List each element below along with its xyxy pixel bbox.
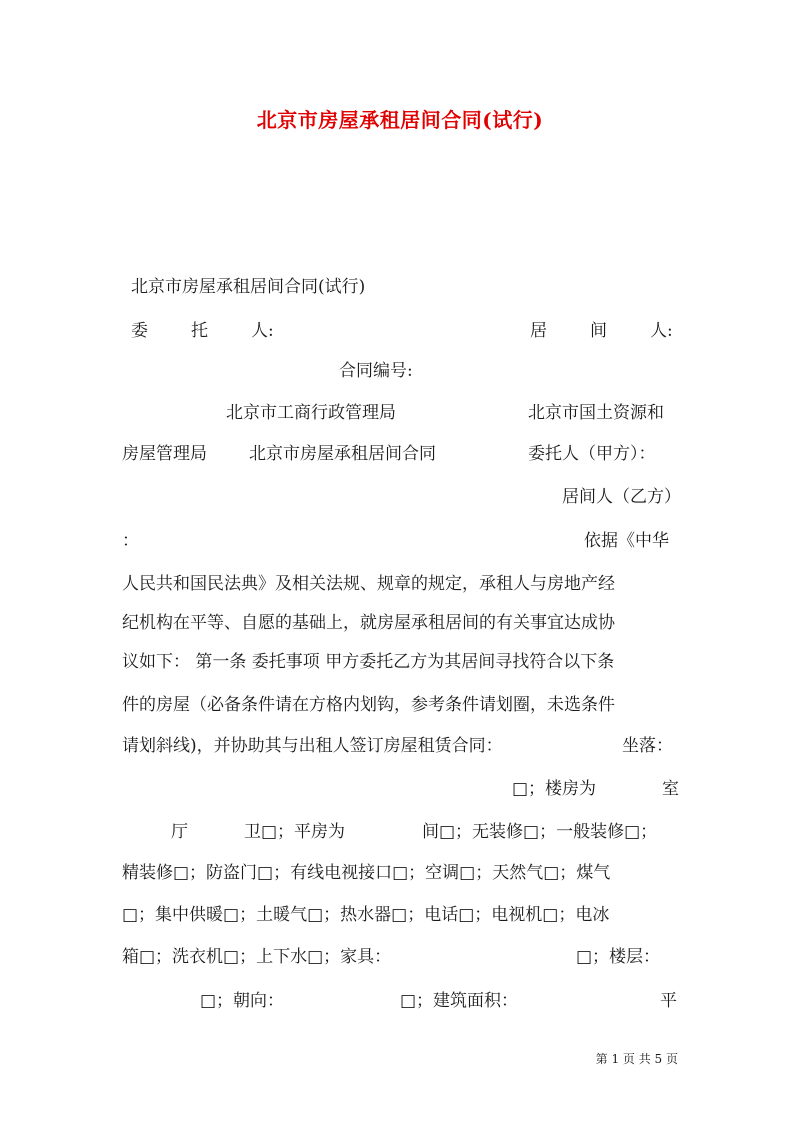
text-line: 托 <box>191 321 208 341</box>
text-line: 请划斜线)，并协助其与出租人签订房屋租赁合同： <box>122 736 503 756</box>
text-line: 纪机构在平等、自愿的基础上，就房屋承租居间的有关事宜达成协 <box>122 613 615 633</box>
text-line: 委 <box>131 321 148 341</box>
document-title: 北京市房屋承租居间合同(试行) <box>256 108 544 132</box>
text-line: 室 <box>662 779 679 799</box>
text-line: 件的房屋（必备条件请在方格内划钩，参考条件请划圈，未选条件 <box>122 695 615 715</box>
text-line: 居间人（乙方） <box>562 487 681 507</box>
text-line: 平 <box>660 991 677 1011</box>
text-line: 坐落： <box>622 736 673 756</box>
text-line: 人: <box>251 321 274 341</box>
text-line: 厅 <box>171 822 188 842</box>
text-line: 间□；无装修□；一般装修□； <box>422 822 658 842</box>
text-line: 房屋管理局 <box>122 444 207 464</box>
text-line: 议如下： 第一条 委托事项 甲方委托乙方为其居间寻找符合以下条 <box>122 652 615 672</box>
text-line: 合同编号: <box>339 361 413 381</box>
text-line: □；集中供暖□；土暖气□；热水器□；电话□；电视机□；电冰 <box>122 905 610 925</box>
text-line: □；楼层： <box>576 947 661 967</box>
text-line: □；楼房为 <box>512 779 597 799</box>
text-line: 依据《中华 <box>584 531 669 551</box>
text-line: 北京市国土资源和 <box>528 403 664 423</box>
text-line: 北京市工商行政管理局 <box>226 403 396 423</box>
page-number-footer: 第 1 页 共 5 页 <box>595 1052 678 1066</box>
text-line: 人民共和国民法典》及相关法规、规章的规定，承租人与房地产经 <box>122 574 615 594</box>
text-line: □；建筑面积： <box>400 991 519 1011</box>
text-line: ： <box>122 531 139 551</box>
text-line: 间 <box>590 321 607 341</box>
text-line: 委托人（甲方）： <box>528 444 656 464</box>
text-line: 精装修□；防盗门□；有线电视接口□；空调□；天然气□；煤气 <box>122 863 611 883</box>
text-line: 箱□；洗衣机□；上下水□；家具： <box>122 947 392 967</box>
text-line: 北京市房屋承租居间合同(试行) <box>131 277 366 297</box>
text-line: □；朝向： <box>200 991 285 1011</box>
text-line: 居 <box>530 321 547 341</box>
text-line: 北京市房屋承租居间合同 <box>249 444 436 464</box>
text-line: 卫□；平房为 <box>244 822 346 842</box>
text-line: 人: <box>650 321 673 341</box>
